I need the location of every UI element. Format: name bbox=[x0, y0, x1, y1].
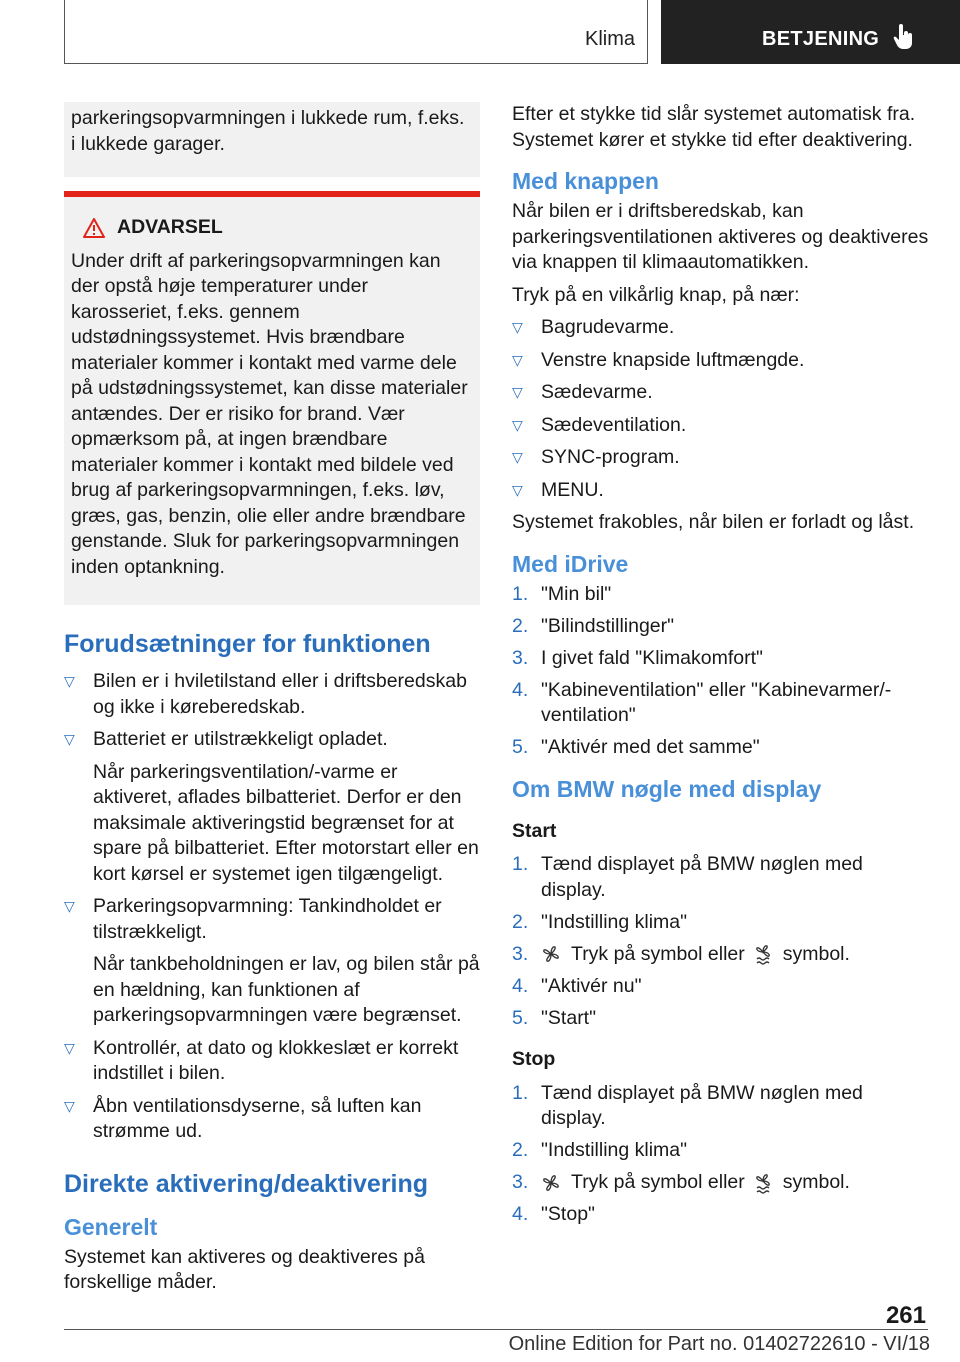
list-item: 2. "Indstilling klima" bbox=[512, 910, 688, 933]
bullet-triangle-icon: ▽ bbox=[64, 731, 75, 747]
list-item: 4. "Stop" bbox=[512, 1203, 595, 1225]
list-item: ▽ Åbn ventilationsdyserne, så luften kan strømme ud. bbox=[64, 1094, 422, 1142]
list-item: 3. I givet fald "Klimakomfort" bbox=[512, 646, 763, 669]
prereq-list bbox=[64, 669, 480, 1145]
start-steps bbox=[512, 852, 930, 1031]
list-item: ▽ MENU. bbox=[512, 478, 930, 504]
right-column bbox=[512, 102, 930, 1234]
list-item: 3. Tryk på symbol eller symbol. bbox=[512, 942, 850, 965]
list-item: 4. "Kabineventilation" eller "Kabinevarmer/-ventilation" bbox=[512, 678, 892, 726]
button-heading: Med knappen bbox=[512, 168, 659, 194]
section-title: Klima bbox=[584, 28, 635, 50]
left-column bbox=[64, 102, 480, 1303]
fan-outline-icon bbox=[541, 1173, 561, 1193]
list-item: 3. Tryk på symbol eller symbol. bbox=[512, 1171, 850, 1193]
fan-outline-icon bbox=[541, 944, 561, 964]
button-text-1: Når bilen er i driftsberedskab, kan parkeringsventilationen aktiveres og deaktiveres via knappen til klimaautomatikken. bbox=[512, 200, 929, 273]
list-item: 2. "Bilindstillinger" bbox=[512, 614, 675, 637]
bullet-triangle-icon: ▽ bbox=[64, 1097, 75, 1114]
list-item: ▽ Batteriet er utilstrækkeligt opladet. Når parkeringsventilation/-varme er aktiveret, aflades bilbatteriet. Derfor er den maksimale aktiveringstid begrænset for at spare på bilbatteriet. Efter motorstart eller en kort kørsel er systemet igen tilgængeligt. bbox=[64, 728, 479, 885]
prereq-heading: Forudsætninger for funktionen bbox=[64, 630, 431, 658]
hand-pointer-icon bbox=[893, 24, 915, 50]
bullet-triangle-icon: ▽ bbox=[512, 449, 523, 465]
stop-steps bbox=[512, 1081, 930, 1228]
list-item: ▽ Bagrudevarme. bbox=[512, 315, 930, 341]
list-item: 1. Tænd displayet på BMW nøglen med display. bbox=[512, 1081, 863, 1129]
list-item: ▽ Kontrollér, at dato og klokkeslæt er korrekt indstillet i bilen. bbox=[64, 1036, 459, 1084]
general-text: Systemet kan aktiveres og deaktiveres på forskellige måder. bbox=[64, 1245, 425, 1293]
button-text-2: Tryk på en vilkårlig knap, på nær: bbox=[512, 283, 800, 306]
intro-text: Efter et stykke tid slår systemet automatisk fra. Systemet kører et stykke tid efter deaktivering. bbox=[512, 103, 916, 151]
list-item: 1. Tænd displayet på BMW nøglen med display. bbox=[512, 853, 863, 901]
general-subheading: Generelt bbox=[64, 1213, 158, 1240]
key-heading: Om BMW nøgle med display bbox=[512, 775, 822, 802]
bullet-triangle-icon: ▽ bbox=[512, 351, 523, 368]
button-after-text: Systemet frakobles, når bilen er forladt og låst. bbox=[512, 511, 915, 533]
fan-heat-icon bbox=[753, 943, 773, 965]
list-item: 2. "Indstilling klima" bbox=[512, 1139, 688, 1161]
stop-subheading: Stop bbox=[512, 1048, 556, 1070]
idrive-steps bbox=[512, 582, 930, 761]
list-item: ▽ Parkeringsopvarmning: Tankindholdet er tilstrækkeligt. Når tankbeholdningen er lav, og bilen står på en hældning, kan funktionen af parkeringsopvarmningen være begrænset. bbox=[64, 895, 480, 1026]
fan-heat-icon bbox=[753, 1172, 773, 1194]
note-box bbox=[64, 102, 480, 177]
bullet-triangle-icon: ▽ bbox=[512, 384, 523, 400]
list-item: 4. "Aktivér nu" bbox=[512, 974, 642, 997]
chapter-title: BETJENING bbox=[762, 28, 880, 50]
list-item: 5. "Start" bbox=[512, 1006, 597, 1029]
bullet-triangle-icon: ▽ bbox=[64, 898, 75, 914]
footer-divider bbox=[64, 1329, 928, 1330]
list-item: ▽ Sædeventilation. bbox=[512, 413, 930, 439]
list-item: ▽ Venstre knapside luftmængde. bbox=[512, 348, 930, 374]
header-frame bbox=[64, 0, 648, 64]
start-subheading: Start bbox=[512, 819, 557, 842]
warning-triangle-icon bbox=[83, 218, 105, 238]
bullet-triangle-icon: ▽ bbox=[512, 319, 523, 335]
button-exceptions-list bbox=[512, 315, 930, 503]
warning-body: Under drift af parkeringsopvarmningen kan der opstå høje temperaturer under karosseriet, f.eks. gennem udstødningssystemet. Hvis brændbare materialer kommer i kontakt med varme dele på udstødningssystemet, kan disse materialer antændes. Der er risiko for brand. Vær opmærksom på, at ingen brændbare materialer kommer i kontakt med bildele ved brug af parkeringsopvarmningen, f.eks. løv, græs, gas, benzin, olie eller andre brændbare genstande. Sluk for parkeringsopvarmningen inden optankning. bbox=[71, 249, 468, 578]
list-item: ▽ SYNC-program. bbox=[512, 445, 930, 471]
chapter-tab bbox=[661, 0, 960, 64]
note-text: parkeringsopvarmningen i lukkede rum, f.eks. i lukkede garager. bbox=[71, 107, 465, 155]
page-number: 261 bbox=[885, 1302, 926, 1329]
warning-box bbox=[64, 191, 480, 605]
idrive-heading: Med iDrive bbox=[512, 550, 629, 577]
edition-note: Online Edition for Part no. 01402722610 - VI/18 bbox=[508, 1333, 930, 1355]
bullet-triangle-icon: ▽ bbox=[512, 416, 523, 433]
bullet-triangle-icon: ▽ bbox=[64, 1039, 75, 1056]
warning-title: ADVARSEL bbox=[117, 216, 223, 238]
list-item: ▽ Sædevarme. bbox=[512, 380, 930, 406]
list-item: 1. "Min bil" bbox=[512, 582, 612, 605]
warning-header bbox=[71, 215, 470, 241]
bullet-triangle-icon: ▽ bbox=[512, 481, 523, 498]
bullet-triangle-icon: ▽ bbox=[64, 673, 75, 689]
list-item: ▽ Bilen er i hviletilstand eller i driftsberedskab og ikke i køreberedskab. bbox=[64, 670, 467, 718]
direct-heading: Direkte aktivering/deaktivering bbox=[64, 1169, 429, 1198]
list-item: 5. "Aktivér med det samme" bbox=[512, 736, 760, 758]
